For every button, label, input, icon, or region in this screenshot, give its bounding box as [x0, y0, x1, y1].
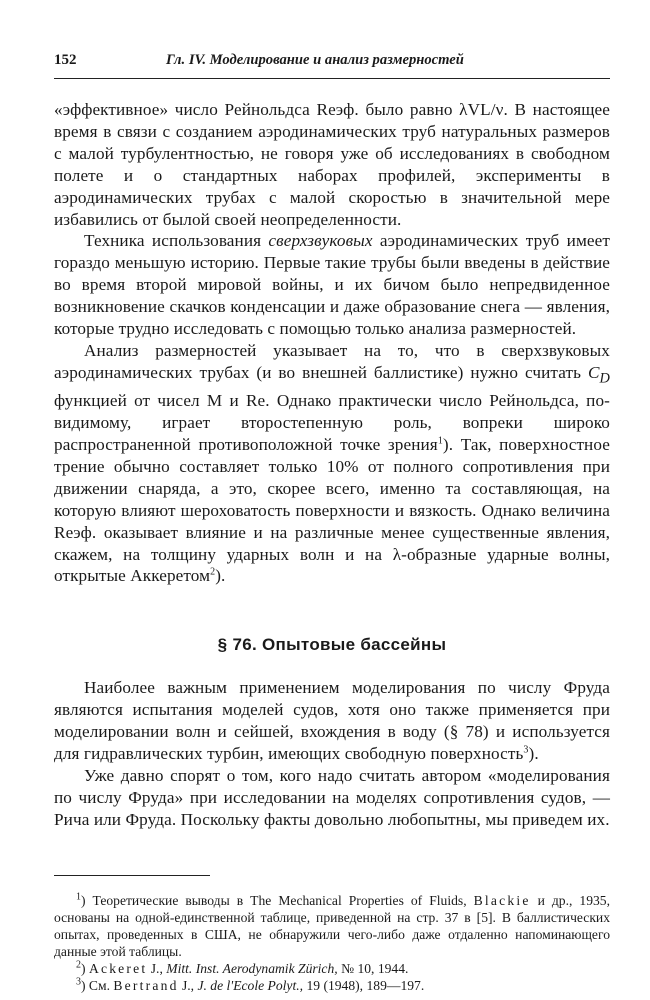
footnote-divider	[54, 875, 210, 876]
footnote-journal: J. de l'Ecole Polyt.,	[197, 977, 304, 993]
page-number: 152	[54, 52, 77, 68]
emphasis-text: сверхзвуковых	[268, 231, 373, 251]
footnote-3	[54, 977, 610, 994]
section-heading: § 76. Опытовые бассейны	[217, 635, 447, 655]
footnote-text: № 10, 1944.	[337, 960, 409, 976]
paragraph-text: Наиболее важным применением моделирования по числу Фруда являются испытания моделей судов, хотя оно также применяется при моделировании волн и сейшей, вхождения в воду (§ 78) и используется для гидравлических турбин, имеющих свободную поверхность	[54, 678, 610, 764]
footnote-mark: 1	[76, 891, 81, 903]
paragraph-text: ).	[528, 744, 539, 764]
footnote-author: Ackeret	[88, 960, 148, 976]
footnote-2: $^2$) Ackeret J., Mitt. Inst. Aerodynamik Zürich, № 10, 1944.	[76, 959, 409, 976]
paragraph-text: Техника использования	[84, 231, 269, 251]
paragraph-text: Анализ размерностей указывает на то, что в сверхзвуковых аэродинамических трубах (и во внешней баллистике) нужно считать	[54, 340, 610, 382]
paragraph-text: аэродинамических труб имеет гораздо меньшую историю. Первые такие трубы были введены в действие во время второй мировой войны, и их бичом было непредвиденное возникновение скачков конденсации и даже образование снега — явления, которые трудно исследовать с помощью только анализа размерностей.	[54, 231, 610, 339]
footnote-author: Blackie	[473, 892, 531, 908]
drag-coefficient-subscript: D	[599, 370, 610, 387]
footnote-mark: 2	[76, 959, 81, 971]
paragraph-text: ). Так, поверхностное трение обычно составляет только 10% от полного сопротивления при движении снаряда, а это, скорее всего, именно та составляющая, на которую влияют шероховатость поверхности и вязкость. Однако величина Reэф. оказывает влияние и на различные менее существенные явления, скажем, на толщину ударных волн и на λ-образные ударные волны, открытые Аккеретом	[54, 435, 610, 586]
footnote-ref: 2	[210, 566, 216, 578]
paragraph-authorship: Уже давно спорят о том, кого надо считать автором «моделирования по числу Фруда» при исследовании на моделях сопротивления судов, — Рича или Фруда. Поскольку факты довольно любопытны, мы приведем их.	[54, 766, 610, 829]
book-page	[54, 52, 610, 994]
running-title: Гл. IV. Моделирование и анализ размерностей	[166, 52, 464, 68]
footnote-text: ) Теоретические выводы в The Mechanical Properties of Fluids,	[81, 892, 474, 908]
footnote-text: 19 (1948), 189—197.	[303, 977, 425, 993]
page-body	[54, 99, 610, 994]
footnote-text: и др., 1935, основаны на одной-единственной таблице, приведенной на стр. 37 в [5]. В баллистических опытах, проведенных в США, не обнаружили чего-либо даже отдаленно напоминающего данные этой таблицы.	[54, 892, 610, 959]
page-header	[54, 52, 610, 79]
footnote-text: J.,	[147, 960, 167, 976]
footnote-text: J.,	[178, 977, 198, 993]
footnote-ref: 1	[437, 435, 443, 447]
footnote-journal: Mitt. Inst. Aerodynamik Zürich,	[166, 960, 338, 976]
paragraph-text: функцией от чисел M и Re. Однако практически число Рейнольдса, по-видимому, играет второстепенную роль, вопреки широко распространенной противоположной точке зрения	[54, 391, 610, 455]
footnotes	[54, 892, 610, 994]
footnote-text: ) См.	[81, 977, 114, 993]
paragraph-dimensional-analysis	[54, 340, 610, 587]
footnote-ref: 3	[523, 744, 529, 756]
paragraph-supersonic-tunnels	[54, 230, 610, 340]
footnote-1	[54, 892, 610, 960]
paragraph-continued: «эффективное» число Рейнольдса Reэф. было равно λVL/ν. В настоящее время в связи с созданием аэродинамических труб натуральных размеров с малой турбулентностью, не говоря уже об исследованиях в свободном полете и о стандартных наборах профилей, эксперименты в аэродинамических трубах с малой скоростью в значительной мере избавились от былой своей неопределенности.	[54, 100, 610, 229]
footnote-author: Bertrand	[113, 977, 179, 993]
footnote-mark: 3	[76, 976, 81, 988]
drag-coefficient-symbol: C	[587, 362, 600, 382]
paragraph-froude-modeling	[54, 677, 610, 765]
paragraph-text: ).	[215, 566, 226, 586]
